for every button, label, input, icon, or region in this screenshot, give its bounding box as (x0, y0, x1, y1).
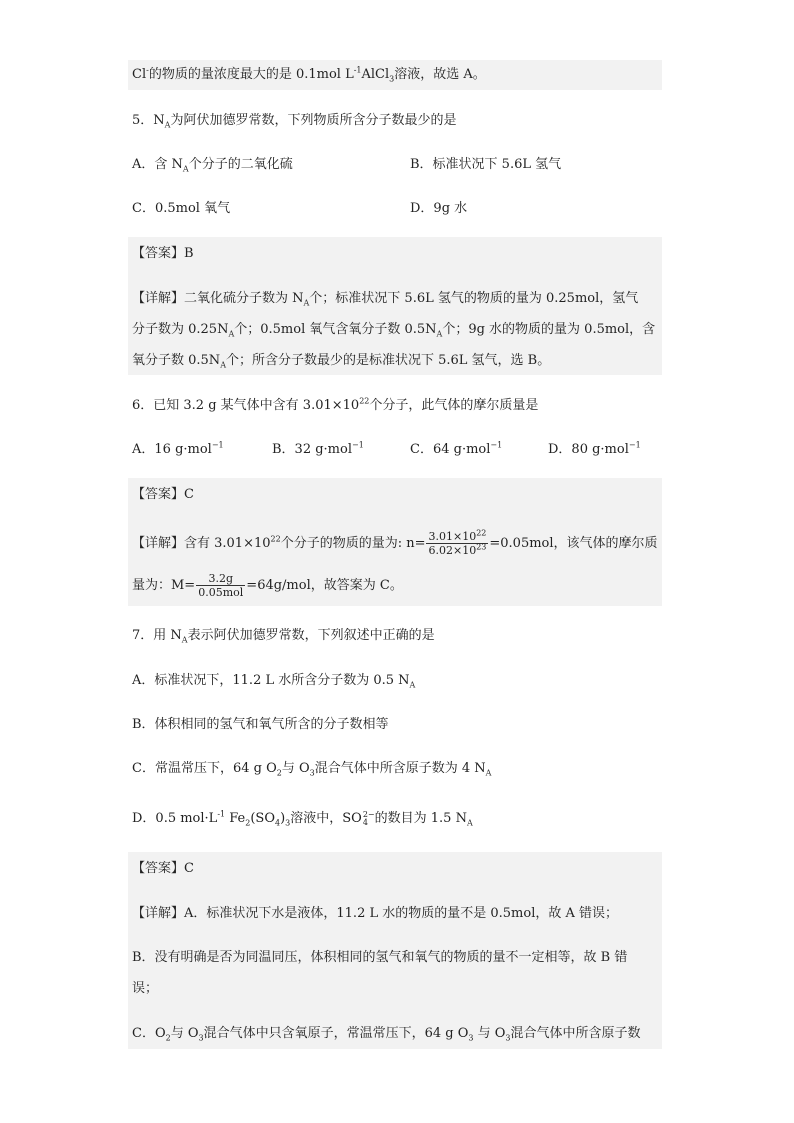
q7-option-a: A．标准状况下，11.2 L 水所含分子数为 0.5 $N_A$ (132, 673, 416, 690)
q5-detail-line-2: 分子数为 $0.25N_A$个；0.5mol 氧气含氧分子数 $0.5N_A$个；9g 水的物质的量为 0.5mol，含 (132, 322, 656, 339)
q7-detail-line-3: 误； (132, 981, 159, 996)
q7-stem: 7．用 $N_A$表示阿伏加德罗常数，下列叙述中正确的是 (132, 628, 435, 645)
q6-option-c: C．64 g·mol$^{-1}$ (410, 440, 503, 457)
q6-detail-line-1: 【详解】含有 $3.01\times 10^{22}$个分子的物质的量为: n= $\frac{3.01\times 10^{22}}{6.02\times 10^{23}}$ =0.05mol，该气体的摩尔质 (132, 528, 658, 557)
q5-answer: 【答案】B (132, 246, 194, 261)
q5-stem: 5．$N_A$为阿伏加德罗常数，下列物质所含分子数最少的是 (132, 113, 457, 130)
sulfate-charge-stack: 2− 4 (362, 809, 375, 827)
q5-detail-line-3: 氧分子数 $0.5N_A$个；所含分子数最少的是标准状况下 5.6L 氢气，选 B。 (132, 353, 551, 370)
q7-detail-line-2: B．没有明确是否为同温同压，体积相同的氢气和氧气的物质的量不一定相等，故 B 错 (132, 950, 628, 965)
fraction-m: $\frac{3.2g}{\text{0.05mol}}$ (198, 572, 244, 599)
q7-detail-line-1: 【详解】A．标准状况下水是液体，11.2 L 水的物质的量不是 0.5mol，故 A 错误； (132, 906, 619, 921)
q7-detail-line-4: C．$O_2$与 $O_3$混合气体中只含氧原子，常温常压下，64 g $O_3$ 与 $O_3$混合气体中所含原子数 (132, 1026, 641, 1043)
q5-option-b: B．标准状况下 5.6L 氢气 (410, 157, 562, 172)
q5-option-c: C．0.5mol 氧气 (132, 201, 231, 216)
q6-answer: 【答案】C (132, 487, 194, 502)
q5-option-a: A．含 $N_A$个分子的二氧化硫 (132, 157, 293, 174)
q6-detail-line-2: 量为：M= $\frac{3.2g}{\text{0.05mol}}$ =64g/mol，故答案为 C。 (132, 572, 403, 599)
q6-option-b: B．32 g·mol$^{-1}$ (272, 440, 364, 457)
q5-detail-line-1: 【详解】二氧化硫分子数为 $N_A$个；标准状况下 5.6L 氢气的物质的量为 0.25mol，氢气 (132, 291, 639, 308)
q7-option-b: B．体积相同的氢气和氧气所含的分子数相等 (132, 717, 389, 732)
q5-option-d: D．9g 水 (410, 201, 468, 216)
q6-option-d: D．80 g·mol$^{-1}$ (548, 440, 641, 457)
q7-option-d: D．0.5 $mol\cdot L^{-1}$ $Fe_2(SO_4)_3$溶液中，SO 2− 4 的数目为 1.5 $N_A$ (132, 809, 473, 828)
q6-option-a: A．16 g·mol$^{-1}$ (132, 440, 224, 457)
q6-stem: 6．已知 3.2 g 某气体中含有 $3.01\times 10^{22}$个分子，此气体的摩尔质量是 (132, 396, 539, 413)
q7-option-c: C．常温常压下，64 g $O_2$与 $O_3$混合气体中所含原子数为 4 $N_A$ (132, 761, 492, 778)
q4-explanation-tail: Cl-的物质的量浓度最大的是 0.1mol $L^{-1}AlCl_3$溶液，故选 A。 (132, 65, 486, 84)
fraction-n: $\frac{3.01\times 10^{22}}{6.02\times 10^{23}}$ (428, 528, 487, 557)
q7-answer: 【答案】C (132, 861, 194, 876)
